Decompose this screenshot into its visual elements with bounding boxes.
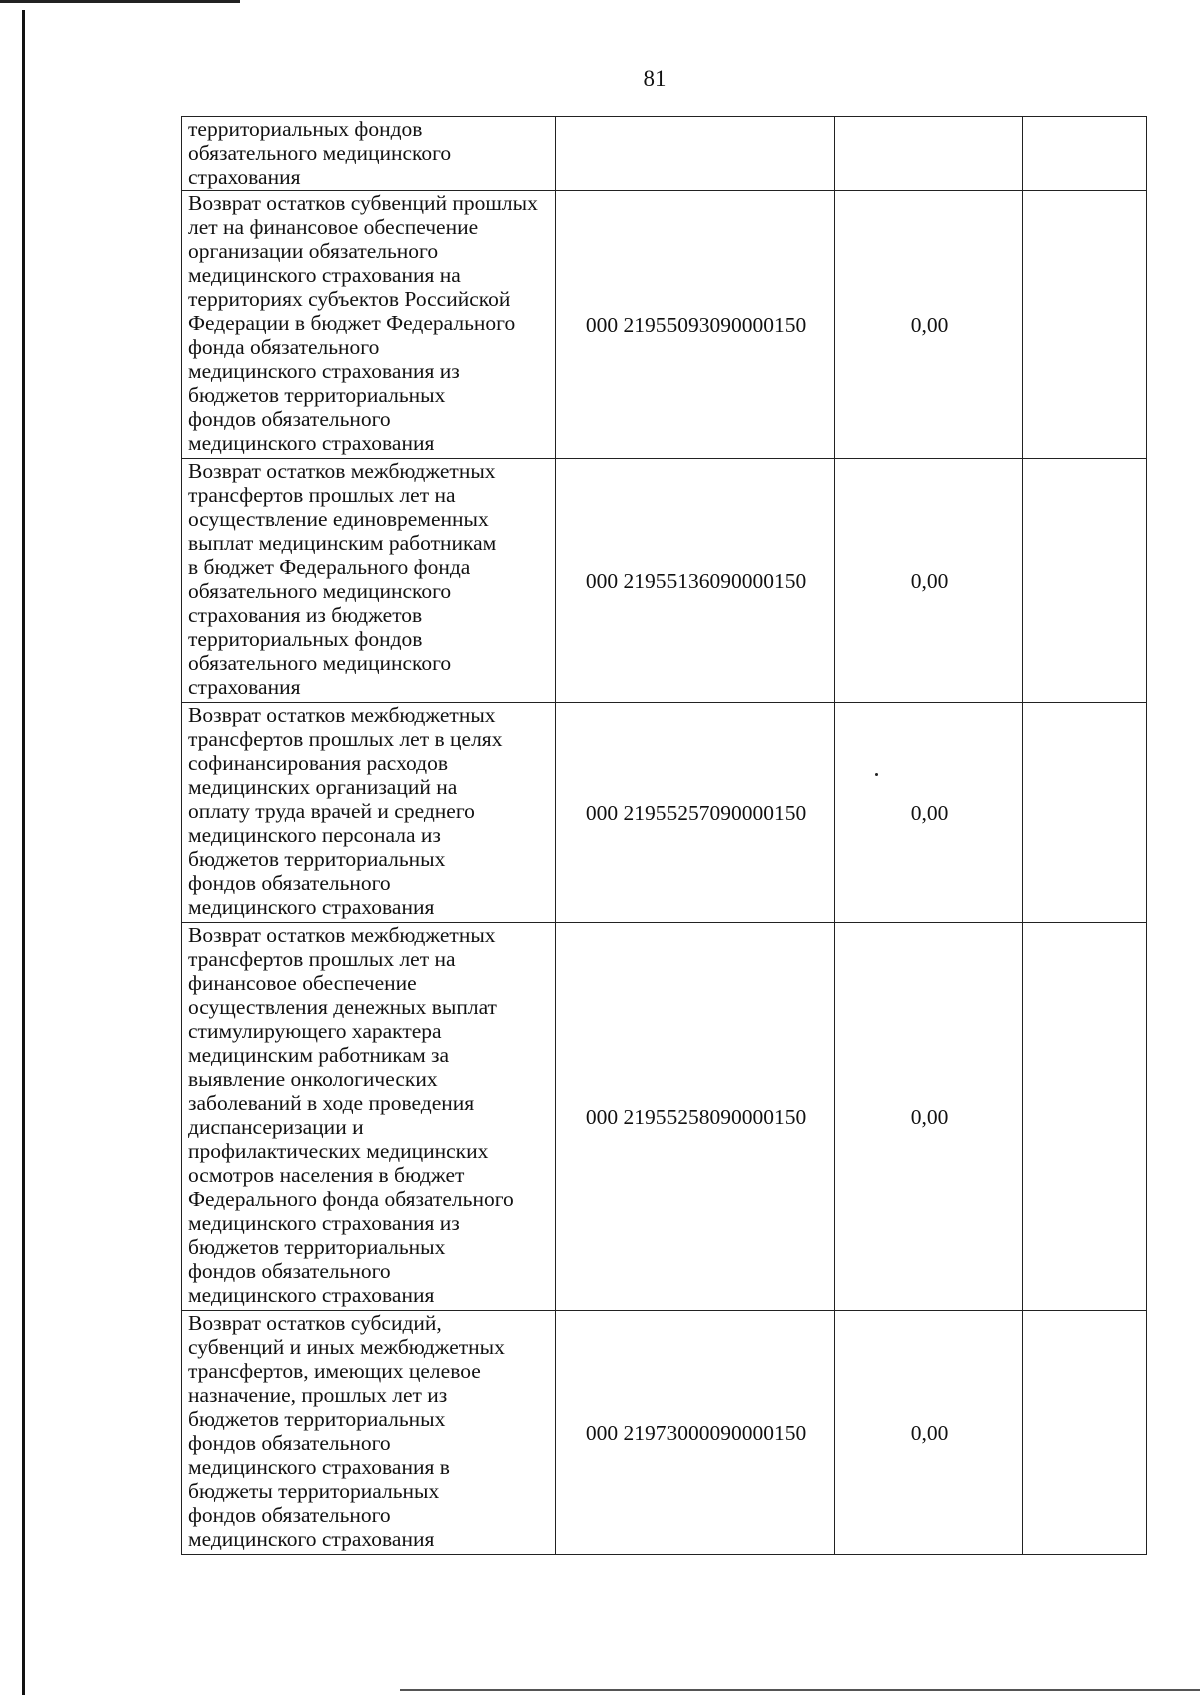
scan-edge-bottom	[400, 1689, 1200, 1691]
description-line: Возврат остатков межбюджетных	[188, 703, 496, 727]
table-row	[182, 459, 1147, 703]
description-line: стимулирующего характера	[188, 1019, 442, 1043]
description-line: медицинского страхования	[188, 1527, 435, 1551]
description-line: осмотров населения в бюджет	[188, 1163, 465, 1187]
table-row	[182, 117, 1147, 191]
description-line: обязательного медицинского	[188, 651, 452, 675]
table-row	[182, 703, 1147, 923]
code-cell: 000 21955257090000150	[556, 703, 835, 923]
amount-cell: 0,00	[835, 191, 1023, 459]
description-line: медицинского страхования в	[188, 1455, 450, 1479]
extra-cell	[1023, 923, 1147, 1311]
description-line: бюджетов территориальных	[188, 1235, 446, 1259]
description-line: трансфертов прошлых лет на	[188, 483, 456, 507]
extra-cell	[1023, 703, 1147, 923]
description-line: страхования	[188, 675, 301, 699]
description-cell	[182, 191, 556, 459]
description-line: осуществление единовременных	[188, 507, 489, 531]
description-line: профилактических медицинских	[188, 1139, 489, 1163]
description-line: трансфертов прошлых лет на	[188, 947, 456, 971]
description-line: софинансирования расходов	[188, 751, 448, 775]
description-line: Возврат остатков межбюджетных	[188, 923, 496, 947]
description-line: бюджеты территориальных	[188, 1479, 440, 1503]
table-row	[182, 923, 1147, 1311]
description-line: оплату труда врачей и среднего	[188, 799, 475, 823]
description-line: заболеваний в ходе проведения	[188, 1091, 475, 1115]
description-line: Возврат остатков межбюджетных	[188, 459, 496, 483]
description-line: медицинского страхования из	[188, 1211, 460, 1235]
description-line: выявление онкологических	[188, 1067, 438, 1091]
description-line: выплат медицинским работникам	[188, 531, 497, 555]
code-cell: 000 21955136090000150	[556, 459, 835, 703]
description-line: финансовое обеспечение	[188, 971, 417, 995]
page-number: 81	[643, 66, 667, 91]
description-line: бюджетов территориальных	[188, 383, 446, 407]
description-line: территориальных фондов	[188, 117, 423, 141]
description-line: медицинского страхования	[188, 895, 435, 919]
extra-cell	[1023, 1311, 1147, 1555]
description-line: фондов обязательного	[188, 1431, 391, 1455]
description-line: медицинского страхования из	[188, 359, 460, 383]
table-body	[182, 117, 1147, 1555]
extra-cell	[1023, 459, 1147, 703]
amount-cell: 0,00	[835, 459, 1023, 703]
code-cell: 000 21955093090000150	[556, 191, 835, 459]
table-row	[182, 1311, 1147, 1555]
description-line: медицинского страхования	[188, 1283, 435, 1307]
description-line: трансфертов прошлых лет в целях	[188, 727, 503, 751]
description-cell	[182, 117, 556, 191]
description-line: осуществления денежных выплат	[188, 995, 497, 1019]
description-line: бюджетов территориальных	[188, 847, 446, 871]
description-line: трансфертов, имеющих целевое	[188, 1359, 481, 1383]
description-line: медицинских организаций на	[188, 775, 458, 799]
extra-cell	[1023, 191, 1147, 459]
description-cell	[182, 459, 556, 703]
description-line: диспансеризации и	[188, 1115, 364, 1139]
amount-cell	[835, 117, 1023, 191]
description-line: медицинского страхования на	[188, 263, 461, 287]
amount-cell: 0,00	[835, 923, 1023, 1311]
description-line: медицинским работникам за	[188, 1043, 450, 1067]
description-line: территориях субъектов Российской	[188, 287, 511, 311]
amount-cell: 0,00	[835, 1311, 1023, 1555]
description-line: фондов обязательного	[188, 1259, 391, 1283]
description-line: лет на финансовое обеспечение	[188, 215, 479, 239]
description-line: назначение, прошлых лет из	[188, 1383, 448, 1407]
description-line: Федерации в бюджет Федерального	[188, 311, 516, 335]
scan-edge-top	[0, 0, 240, 3]
amount-cell: 0,00	[835, 703, 1023, 923]
description-line: организации обязательного	[188, 239, 439, 263]
description-line: бюджетов территориальных	[188, 1407, 446, 1431]
table-row	[182, 191, 1147, 459]
description-line: территориальных фондов	[188, 627, 423, 651]
description-line: в бюджет Федерального фонда	[188, 555, 471, 579]
description-line: Возврат остатков субсидий,	[188, 1311, 442, 1335]
description-cell	[182, 923, 556, 1311]
description-line: субвенций и иных межбюджетных	[188, 1335, 505, 1359]
description-line: страхования	[188, 165, 301, 189]
description-cell	[182, 703, 556, 923]
description-line: фондов обязательного	[188, 1503, 391, 1527]
code-cell: 000 21973000090000150	[556, 1311, 835, 1555]
description-line: фондов обязательного	[188, 871, 391, 895]
scan-edge-left	[22, 10, 25, 1695]
description-cell	[182, 1311, 556, 1555]
budget-table	[181, 116, 1147, 1555]
code-cell	[556, 117, 835, 191]
description-line: медицинского персонала из	[188, 823, 441, 847]
description-line: Федерального фонда обязательного	[188, 1187, 514, 1211]
description-line: фонда обязательного	[188, 335, 380, 359]
code-cell: 000 21955258090000150	[556, 923, 835, 1311]
extra-cell	[1023, 117, 1147, 191]
description-line: обязательного медицинского	[188, 579, 452, 603]
description-line: фондов обязательного	[188, 407, 391, 431]
description-line: медицинского страхования	[188, 431, 435, 455]
scan-speck	[875, 773, 878, 776]
description-line: страхования из бюджетов	[188, 603, 423, 627]
description-line: обязательного медицинского	[188, 141, 452, 165]
description-line: Возврат остатков субвенций прошлых	[188, 191, 538, 215]
